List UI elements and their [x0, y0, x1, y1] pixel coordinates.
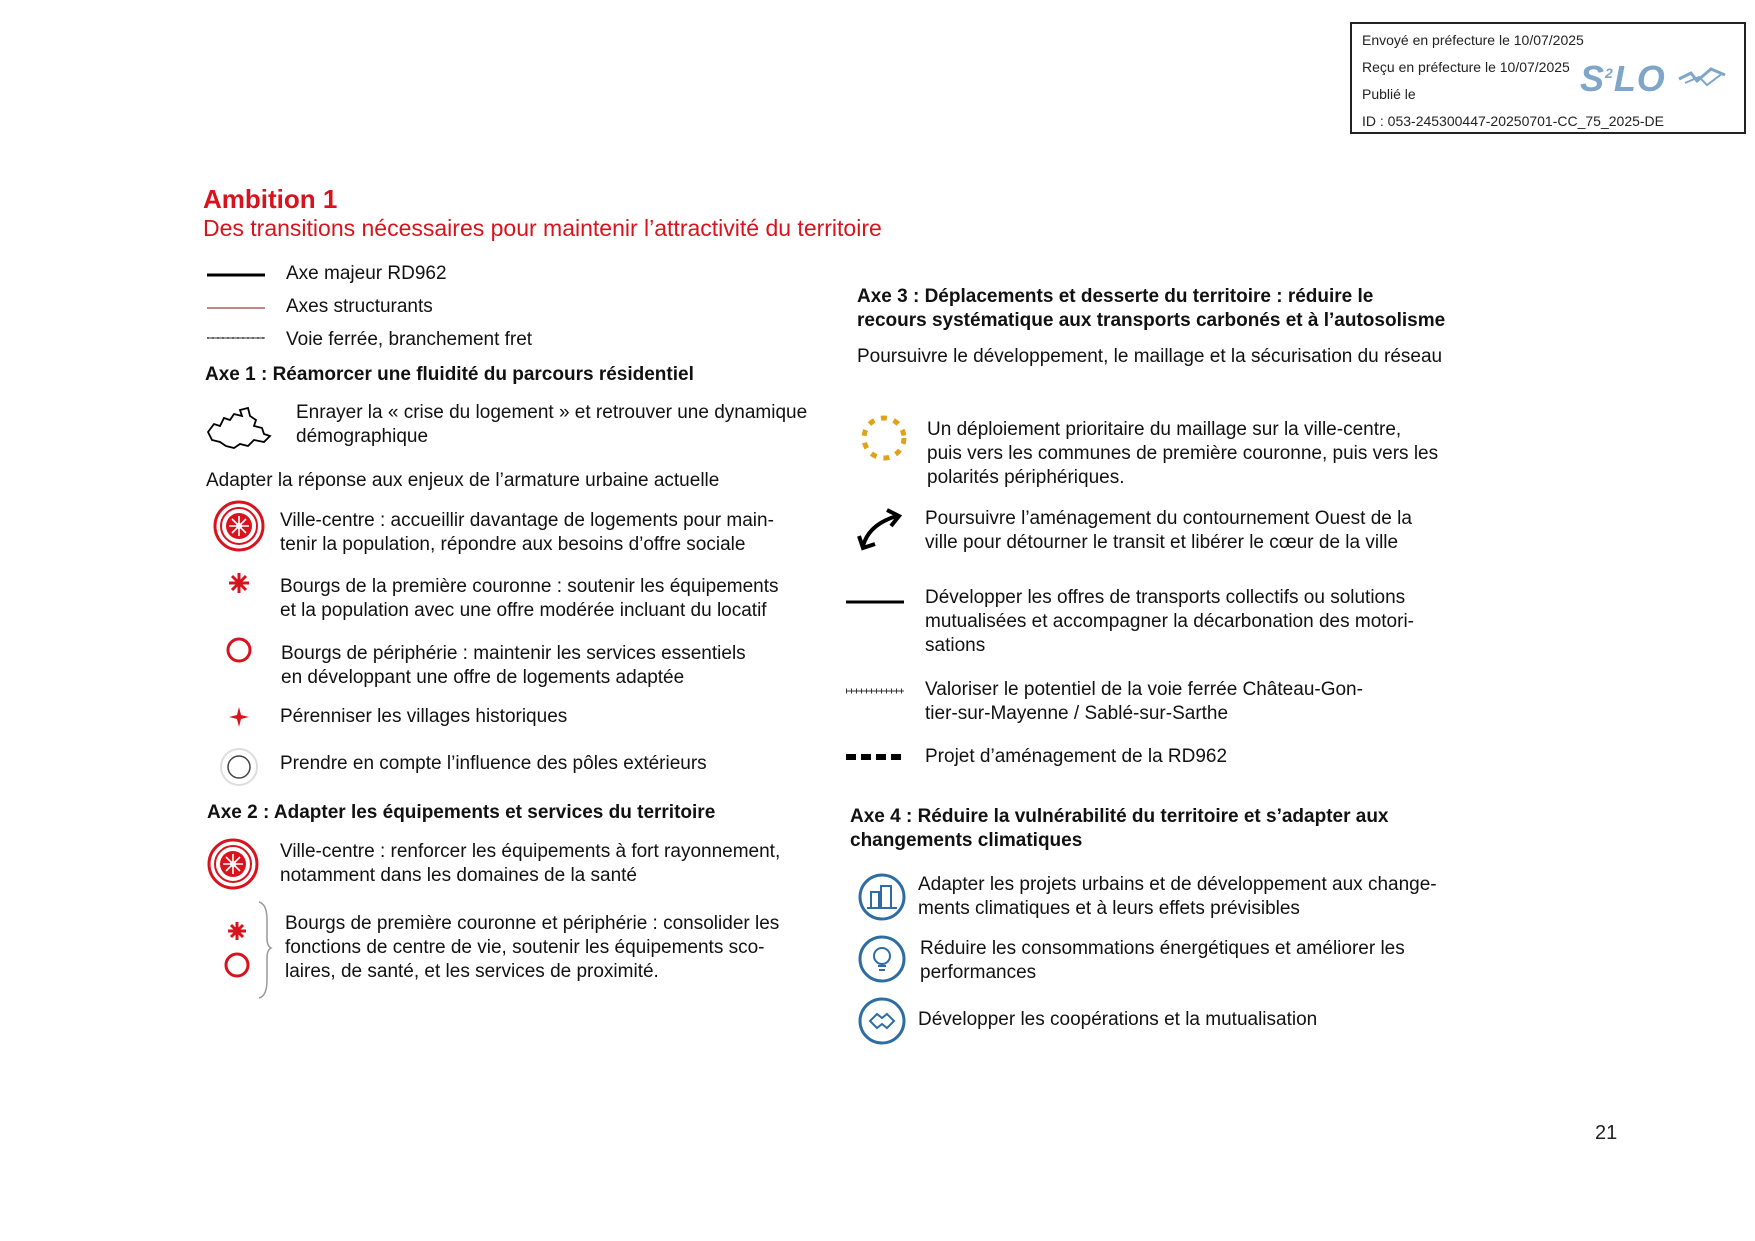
axe3-subtitle: Poursuivre le développement, le maillage et la sécurisation du réseau — [857, 346, 1443, 367]
pole-exterieur-icon — [219, 747, 259, 787]
axe2-bourgs-l1: Bourgs de première couronne et périphérie : consolider les — [285, 913, 780, 934]
transports-line-icon — [844, 594, 906, 610]
axe1-ville-centre-l1: Ville-centre : accueillir davantage de logements pour main- — [280, 510, 774, 531]
ville-centre-icon — [213, 500, 265, 552]
ambition-title: Ambition 1 — [203, 184, 338, 214]
axe4-reduire-l1: Réduire les consommations énergétiques et améliorer les — [920, 938, 1405, 959]
lightbulb-icon — [857, 934, 907, 984]
axe1-ville-centre-l2: tenir la population, répondre aux besoins d’offre sociale — [280, 534, 746, 555]
village-star-icon — [229, 707, 249, 727]
axe3-voie-l1: Valoriser le potentiel de la voie ferrée Château-Gon- — [925, 679, 1363, 700]
legend-axes-structurants: Axes structurants — [286, 296, 433, 317]
axe2-title: Axe 2 : Adapter les équipements et services du territoire — [207, 802, 716, 823]
page-number: 21 — [1595, 1122, 1618, 1144]
contournement-arrow-icon — [855, 506, 905, 554]
territory-outline-icon — [204, 404, 272, 452]
axe3-deploiement-l1: Un déploiement prioritaire du maillage sur la ville-centre, — [927, 419, 1402, 440]
axe3-title-l1: Axe 3 : Déplacements et desserte du territoire : réduire le — [857, 286, 1374, 307]
projet-dashed-line-icon — [844, 750, 906, 764]
maillage-dotted-circle-icon — [858, 412, 910, 464]
cooperation-hands-icon — [857, 996, 907, 1046]
axe1-poles: Prendre en compte l’influence des pôles extérieurs — [280, 753, 707, 774]
ville-centre-icon-2 — [207, 838, 259, 890]
axe4-title-l1: Axe 4 : Réduire la vulnérabilité du territoire et s’adapter aux — [850, 806, 1389, 827]
urban-climate-icon — [857, 872, 907, 922]
axe3-deploiement-l2: puis vers les communes de première couronne, puis vers les — [927, 443, 1439, 464]
road-legend-symbols — [205, 266, 267, 342]
bourg-peripherie-icon — [225, 636, 253, 664]
axe4-adapter-l2: ments climatiques et à leurs effets prévisibles — [918, 898, 1300, 919]
axe3-voie-l2: tier-sur-Mayenne / Sablé-sur-Sarthe — [925, 703, 1229, 724]
axe1-title: Axe 1 : Réamorcer une fluidité du parcours résidentiel — [205, 364, 694, 385]
legend-voie-ferree: Voie ferrée, branchement fret — [286, 329, 533, 350]
legend-axe-majeur: Axe majeur RD962 — [286, 263, 447, 284]
bourg-premiere-couronne-icon — [228, 572, 250, 594]
axe4-title-l2: changements climatiques — [850, 830, 1083, 851]
axe1-adapter: Adapter la réponse aux enjeux de l’armature urbaine actuelle — [206, 470, 720, 491]
axe2-bourgs-l2: fonctions de centre de vie, soutenir les équipements sco- — [285, 937, 765, 958]
stamp-id: ID : 053-245300447-20250701-CC_75_2025-DE — [1362, 113, 1664, 129]
axe3-deploiement-l3: polarités périphériques. — [927, 467, 1125, 488]
axe2-bourgs-l3: laires, de santé, et les services de proximité. — [285, 961, 659, 982]
bourgs-group-icon — [223, 900, 273, 1000]
axe1-villages: Pérenniser les villages historiques — [280, 706, 568, 727]
axe4-cooperations: Développer les coopérations et la mutualisation — [918, 1009, 1318, 1030]
prefecture-stamp — [1350, 22, 1746, 134]
axe3-transports-l3: sations — [925, 635, 986, 656]
axe4-reduire-l2: performances — [920, 962, 1037, 983]
axe1-bourgs1-l2: et la population avec une offre modérée incluant du locatif — [280, 600, 767, 621]
axe4-adapter-l1: Adapter les projets urbains et de développement aux change- — [918, 874, 1437, 895]
voie-ferree-icon — [844, 684, 906, 698]
axe3-transports-l1: Développer les offres de transports collectifs ou solutions — [925, 587, 1406, 608]
axe2-ville-centre-l1: Ville-centre : renforcer les équipements à fort rayonnement, — [280, 841, 781, 862]
s2lo-logo: $S^2LO$ — [1580, 58, 1727, 100]
axe2-ville-centre-l2: notamment dans les domaines de la santé — [280, 865, 637, 886]
axe3-contournement-l1: Poursuivre l’aménagement du contournement Ouest de la — [925, 508, 1412, 529]
axe1-crise-line1: Enrayer la « crise du logement » et retrouver une dynamique — [296, 402, 808, 423]
axe3-contournement-l2: ville pour détourner le transit et libérer le cœur de la ville — [925, 532, 1399, 553]
axe3-projet: Projet d’aménagement de la RD962 — [925, 746, 1228, 767]
axe1-bourgs-peri-l1: Bourgs de périphérie : maintenir les services essentiels — [281, 643, 746, 664]
stamp-envoye: Envoyé en préfecture le 10/07/2025 — [1362, 32, 1584, 48]
stamp-recu: Reçu en préfecture le 10/07/2025 — [1362, 59, 1570, 75]
axe3-title-l2: recours systématique aux transports carbonés et à l’autosolisme — [857, 310, 1446, 331]
stamp-publie: Publié le — [1362, 86, 1416, 102]
axe3-transports-l2: mutualisées et accompagner la décarbonation des motori- — [925, 611, 1414, 632]
ambition-subtitle: Des transitions nécessaires pour maintenir l’attractivité du territoire — [203, 215, 882, 241]
axe1-bourgs1-l1: Bourgs de la première couronne : soutenir les équipements — [280, 576, 779, 597]
axe1-bourgs-peri-l2: en développant une offre de logements adaptée — [281, 667, 685, 688]
axe1-crise-line2: démographique — [296, 426, 429, 447]
